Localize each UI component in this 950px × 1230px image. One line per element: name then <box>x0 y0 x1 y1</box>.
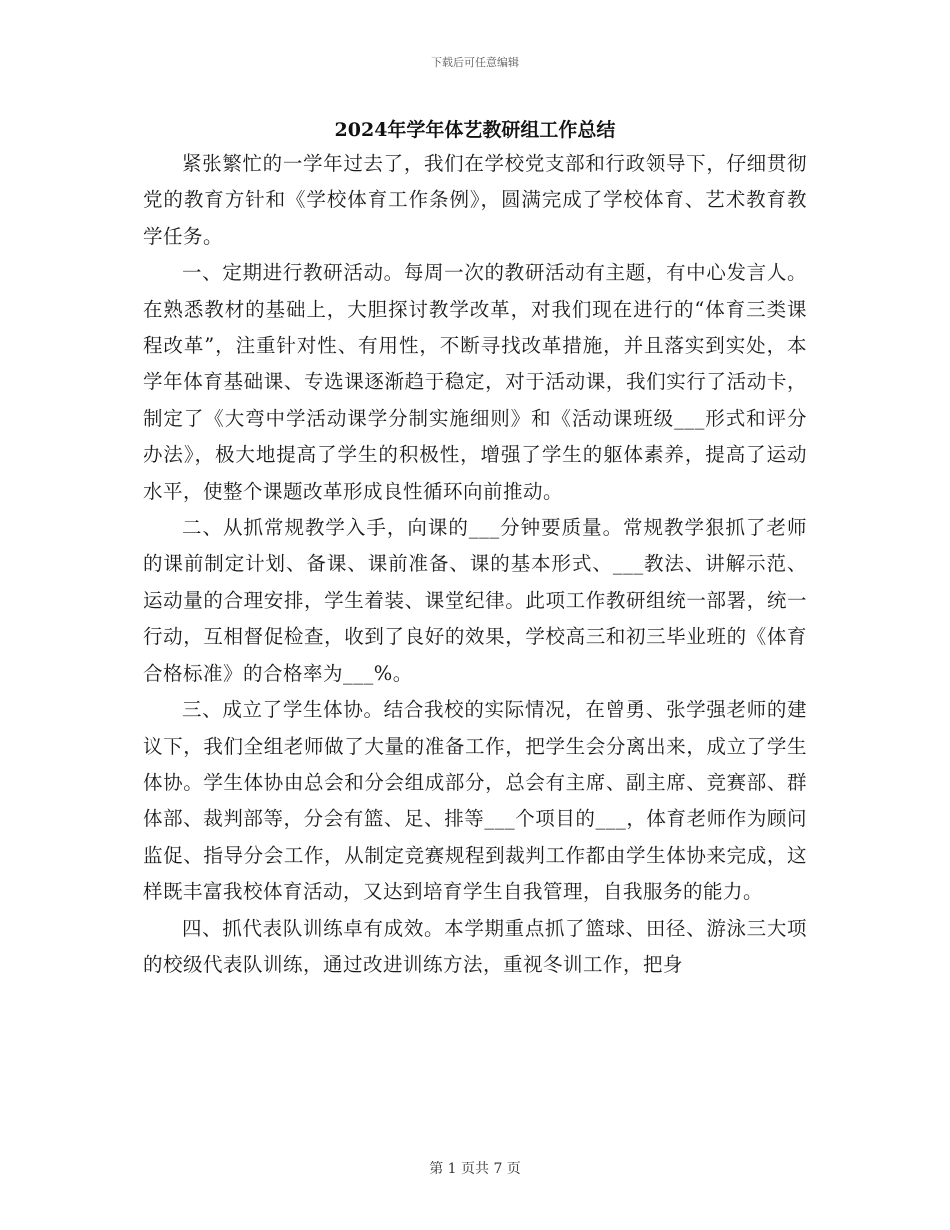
page-number: 第 1 页共 7 页 <box>429 1161 521 1177</box>
document-body <box>143 146 807 983</box>
paragraph-intro: 紧张繁忙的一学年过去了，我们在学校党支部和行政领导下，仔细贯彻党的教育方针和《学校体育工作条例》，圆满完成了学校体育、艺术教育教学任务。 <box>143 152 807 248</box>
document-title: 2024年学年体艺教研组工作总结 <box>334 119 616 141</box>
paragraph-section-2: 二、从抓常规教学入手，向课的___分钟要质量。常规教学狠抓了老师的课前制定计划、备课、课前准备、课的基本形式、___教法、讲解示范、运动量的合理安排，学生着装、课堂纪律。此项工作教研组统一部署，统一行动，互相督促检查，收到了良好的效果，学校高三和初三毕业班的《体育合格标准》的合格率为___%。 <box>143 516 807 685</box>
paragraph-section-1: 一、定期进行教研活动。每周一次的教研活动有主题，有中心发言人。在熟悉教材的基础上，大胆探讨教学改革，对我们现在进行的“体育三类课程改革”，注重针对性、有用性，不断寻找改革措施，并且落实到实处，本学年体育基础课、专选课逐渐趋于稳定，对于活动课，我们实行了活动卡，制定了《大弯中学活动课学分制实施细则》和《活动课班级___形式和评分办法》，极大地提高了学生的积极性，增强了学生的躯体素养，提高了运动水平，使整个课题改革形成良性循环向前推动。 <box>143 261 807 503</box>
paragraph-section-3: 三、成立了学生体协。结合我校的实际情况，在曾勇、张学强老师的建议下，我们全组老师做了大量的准备工作，把学生会分离出来，成立了学生体协。学生体协由总会和分会组成部分，总会有主席、副主席、竞赛部、群体部、裁判部等，分会有篮、足、排等___个项目的___，体育老师作为顾问监促、指导分会工作，从制定竞赛规程到裁判工作都由学生体协来完成，这样既丰富我校体育活动，又达到培育学生自我管理，自我服务的能力。 <box>143 698 807 904</box>
header-note: 下载后可任意编辑 <box>431 56 519 69</box>
paragraph-section-4: 四、抓代表队训练卓有成效。本学期重点抓了篮球、田径、游泳三大项的校级代表队训练，通过改进训练方法，重视冬训工作，把身 <box>143 916 807 976</box>
